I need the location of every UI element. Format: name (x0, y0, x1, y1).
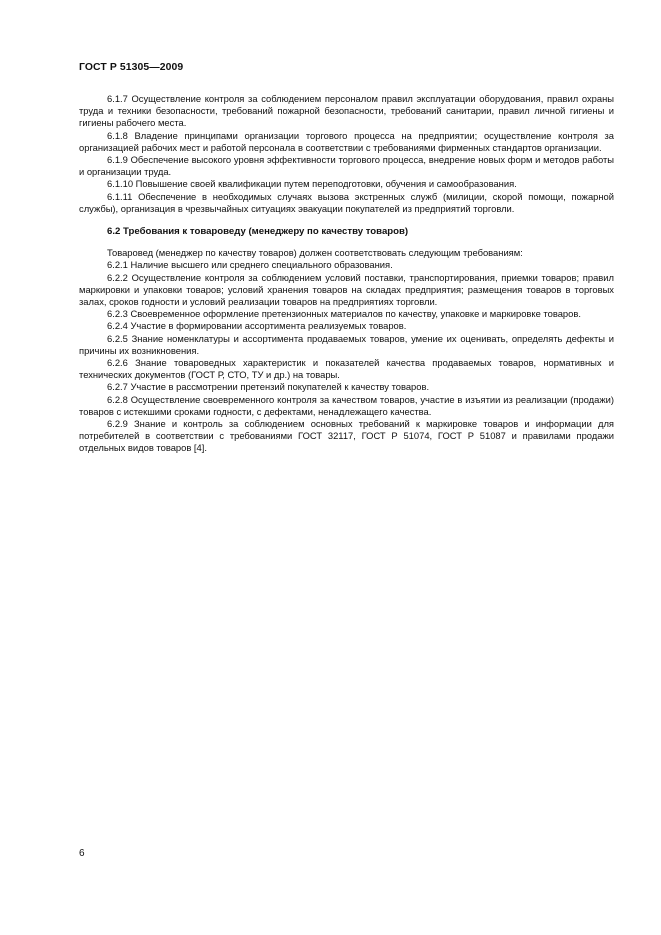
paragraph-6-1-9: 6.1.9 Обеспечение высокого уровня эффективности торгового процесса, внедрение новых форм и методов работы и организации труда. (79, 154, 614, 178)
page-number: 6 (79, 848, 85, 859)
paragraph-6-1-7: 6.1.7 Осуществление контроля за соблюдением персоналом правил эксплуатации оборудования, правил охраны труда и техники безопасности, требований пожарной безопасности, требований санитарии, правил личной гигиены и гигиены рабочего места. (79, 93, 614, 129)
document-body (79, 93, 614, 455)
paragraph-6-2-9: 6.2.9 Знание и контроль за соблюдением основных требований к маркировке товаров и информации для потребителей в соответствии с требованиями ГОСТ 32117, ГОСТ Р 51074, ГОСТ Р 51087 и правилами продажи отдельных видов товаров [4]. (79, 418, 614, 454)
paragraph-6-2-7: 6.2.7 Участие в рассмотрении претензий покупателей к качеству товаров. (107, 381, 430, 393)
paragraph-intro: Товаровед (менеджер по качеству товаров) должен соответствовать следующим требованиям: (107, 247, 523, 259)
paragraph-6-2-1: 6.2.1 Наличие высшего или среднего специального образования. (107, 259, 393, 271)
paragraph-6-2-2: 6.2.2 Осуществление контроля за соблюдением условий поставки, транспортирования, приемки товаров; правил маркировки и упаковки товаров; условий хранения товаров на складах предприятия; размещения товаров в торговых залах, сроков годности и условий реализации товаров на предприятиях торговли. (79, 271, 614, 308)
section-heading-6-2: 6.2 Требования к товароведу (менеджеру по качеству товаров) (107, 226, 409, 238)
paragraph-6-2-4: 6.2.4 Участие в формировании ассортимента реализуемых товаров. (107, 320, 407, 332)
paragraph-6-2-8: 6.2.8 Осуществление своевременного контроля за качеством товаров, участие в изъятии из реализации (продажи) товаров с истекшими сроками годности, с дефектами, ненадлежащего качества. (79, 393, 614, 417)
page-header-doc-id: ГОСТ Р 51305—2009 (79, 62, 184, 73)
paragraph-6-2-5: 6.2.5 Знание номенклатуры и ассортимента продаваемых товаров, умение их оценивать, определять дефекты и причины их возникновения. (79, 332, 614, 356)
paragraph-6-1-11: 6.1.11 Обеспечение в необходимых случаях вызова экстренных служб (милиции, скорой помощи, пожарной службы), организация в чрезвычайных ситуациях эвакуации покупателей из предприятий торговли. (79, 190, 614, 214)
paragraph-6-2-6: 6.2.6 Знание товароведных характеристик и показателей качества продаваемых товаров, нормативных и технических документов (ГОСТ Р, СТО, ТУ и др.) на товары. (79, 357, 614, 381)
paragraph-6-1-10: 6.1.10 Повышение своей квалификации путем переподготовки, обучения и самообразования. (107, 178, 517, 190)
paragraph-6-2-3: 6.2.3 Своевременное оформление претензионных материалов по качеству, упаковке и маркировке товаров. (107, 308, 581, 320)
paragraph-6-1-8: 6.1.8 Владение принципами организации торгового процесса на предприятии; осуществление контроля за организацией рабочих мест и работой персонала в соответствии с требованиями фирменных стандартов организации. (79, 129, 614, 153)
